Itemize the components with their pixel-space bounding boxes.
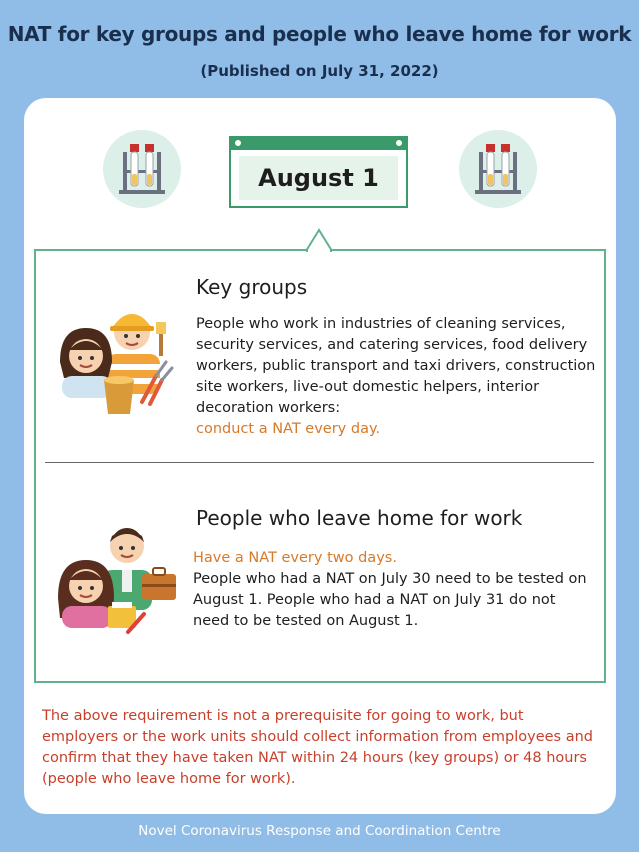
calendar-date (229, 136, 408, 208)
calendar-ring-icon (235, 140, 241, 146)
page-title: NAT for key groups and people who leave home for work (7, 22, 632, 46)
leave-home-title: People who leave home for work (196, 506, 523, 530)
speech-notch-icon (306, 228, 332, 252)
test-tube-icon (103, 130, 181, 208)
leave-home-requirement: Have a NAT every two days. (193, 550, 397, 566)
requirement-note: The above requirement is not a prerequisite for going to work, but employers or the work units should collect information from employees and confirm that they have taken NAT within 24 hours (key groups) or 48 hours (people who leave home for work). (42, 708, 593, 787)
calendar-date-text: August 1 (258, 164, 379, 192)
test-tube-icon (459, 130, 537, 208)
leave-home-description (193, 548, 595, 632)
key-groups-title: Key groups (196, 275, 308, 299)
key-groups-description-text: People who work in industries of cleaning services, security services, and catering services, food delivery workers, public transport and taxi drivers, construction site workers, live-out domestic helpers, interior decoration workers: (196, 316, 596, 416)
commuters-illustration (56, 518, 178, 638)
key-groups-description (196, 314, 596, 440)
published-date: (Published on July 31, 2022) (200, 62, 439, 80)
leave-home-description-text: People who had a NAT on July 30 need to be tested on August 1. People who had a NAT on July 31 do not need to be tested on August 1. (193, 571, 587, 629)
section-divider (45, 462, 594, 463)
calendar-ring-icon (396, 140, 402, 146)
key-groups-requirement: conduct a NAT every day. (196, 421, 381, 437)
workers-illustration (56, 298, 176, 420)
footer-credit: Novel Coronavirus Response and Coordination Centre (138, 823, 501, 839)
